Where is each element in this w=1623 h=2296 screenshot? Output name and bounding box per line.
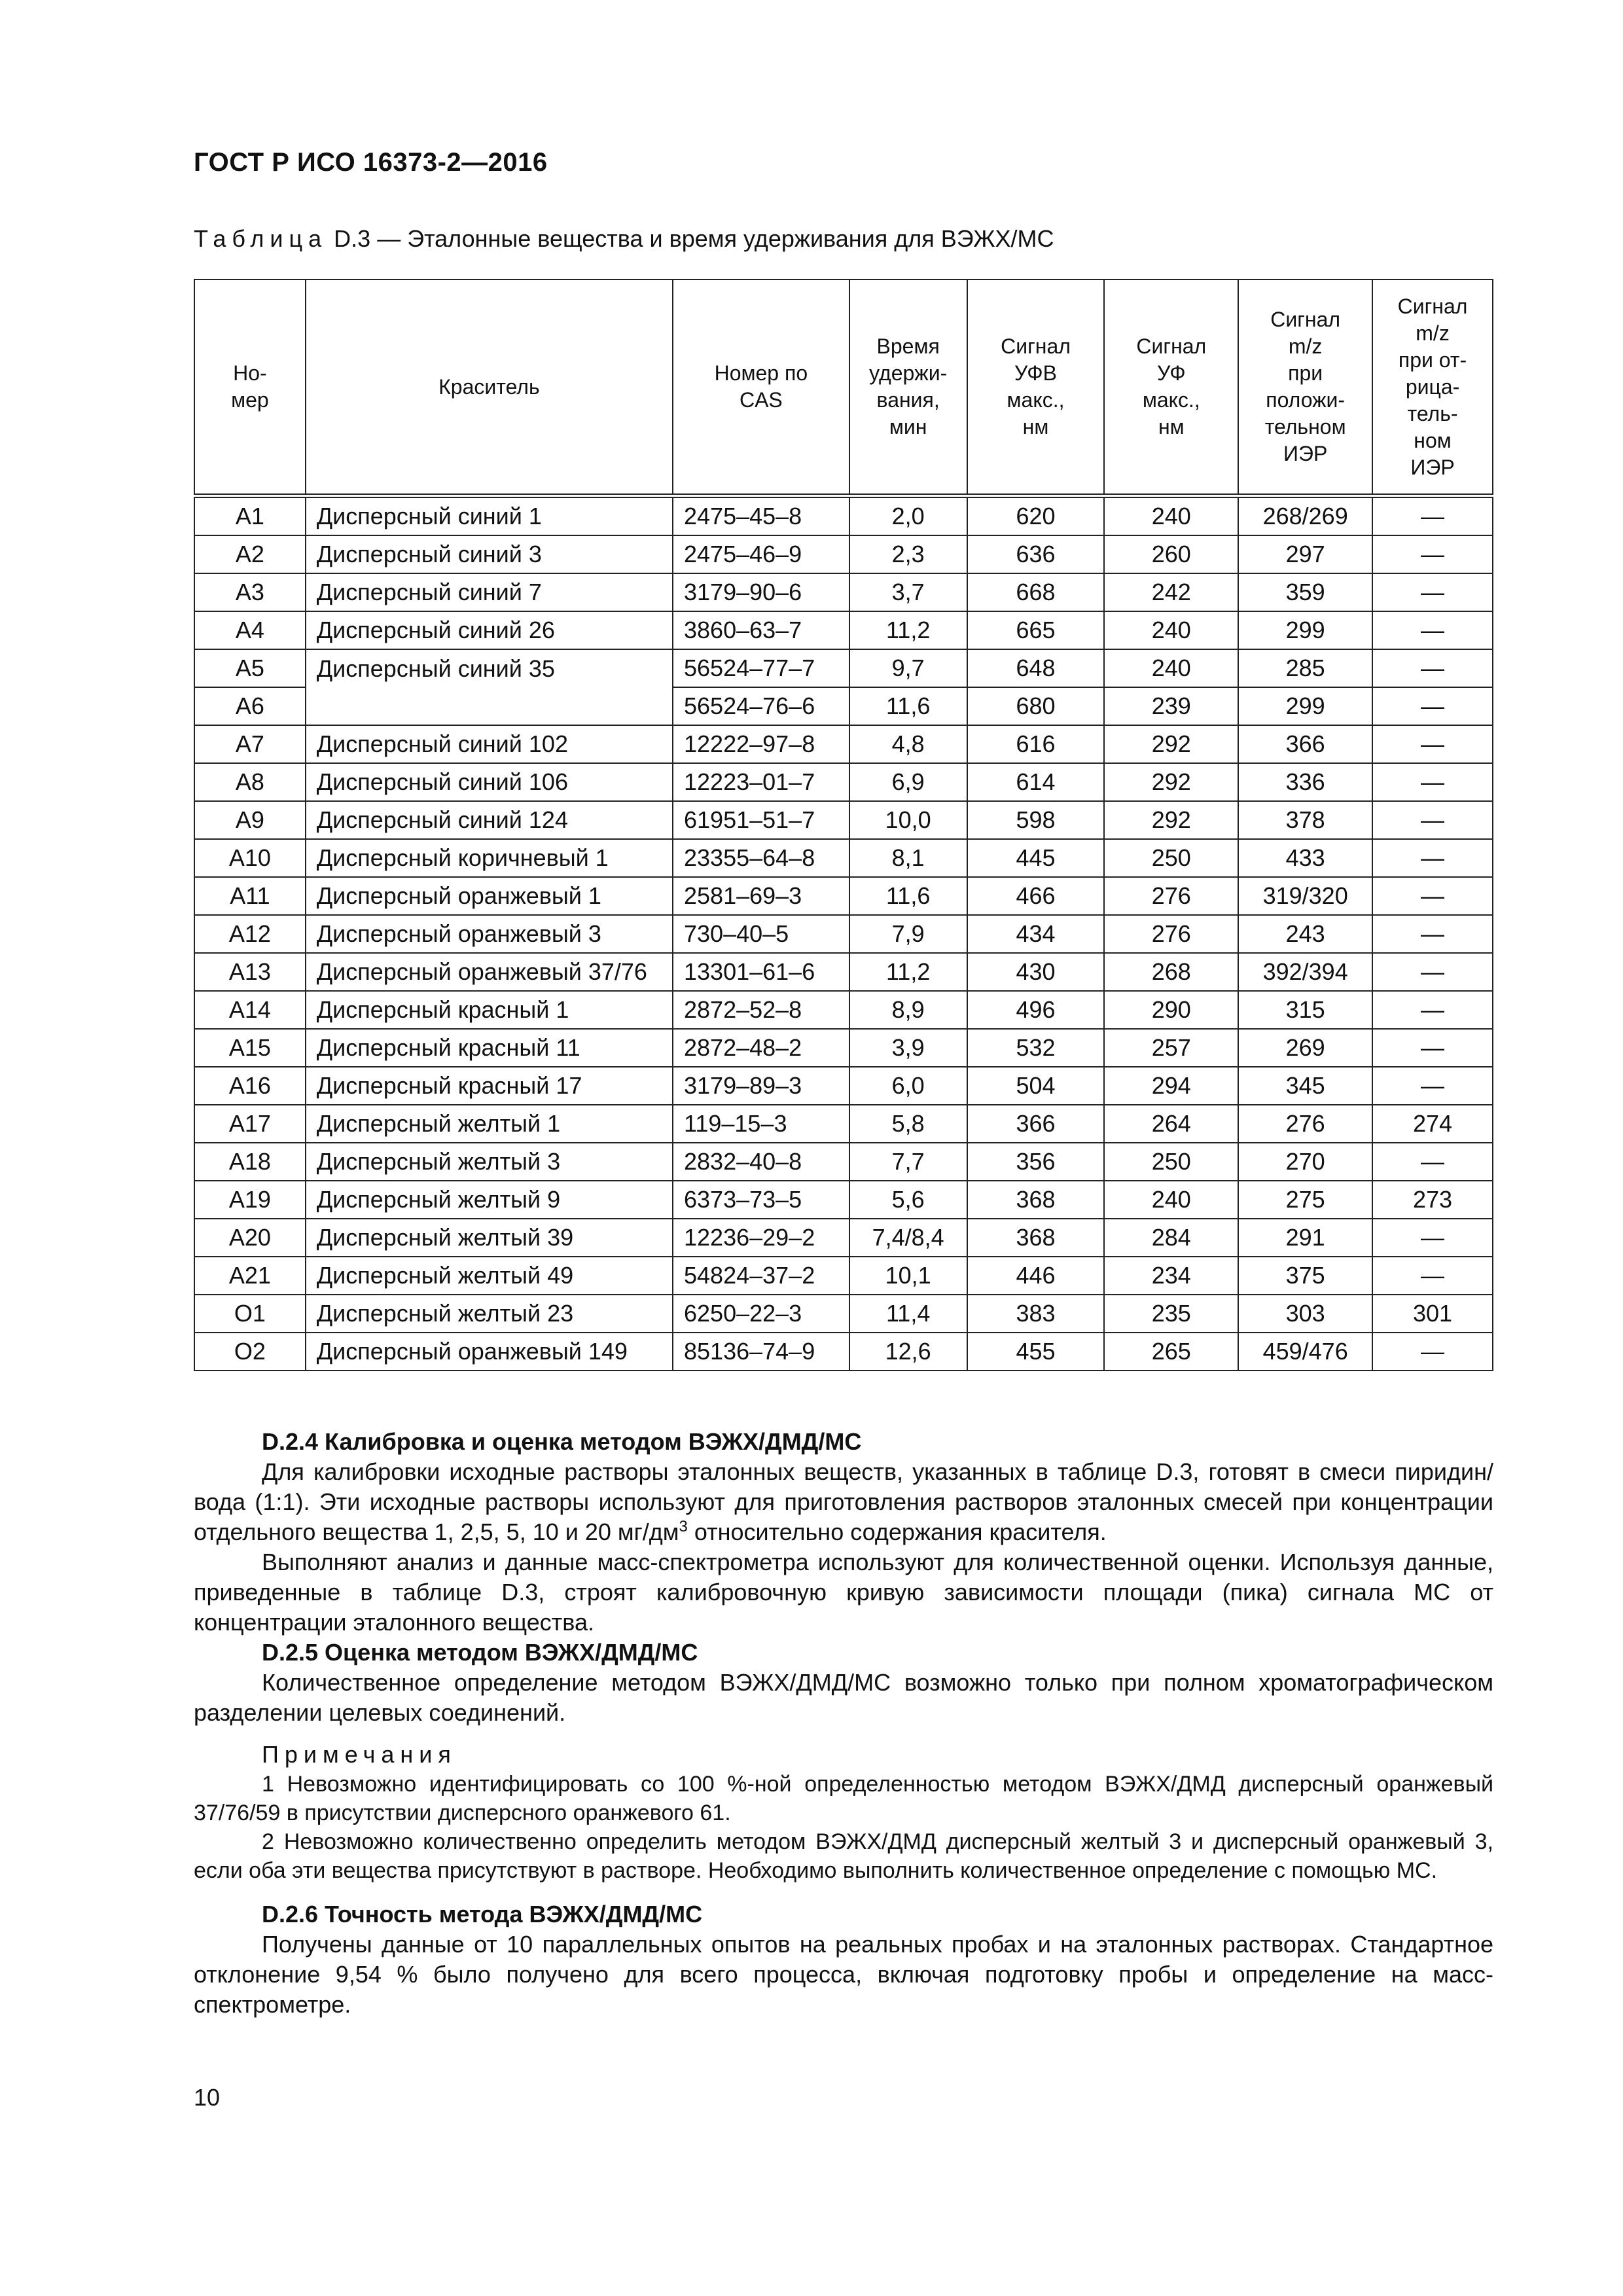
table-cell: Дисперсный оранжевый 3	[306, 915, 673, 953]
table-cell: 8,9	[849, 991, 967, 1029]
table-cell: 299	[1238, 611, 1372, 649]
table-row	[194, 535, 1493, 573]
table-row	[194, 725, 1493, 763]
section-heading-d26: D.2.6 Точность метода ВЭЖХ/ДМД/МС	[262, 1901, 703, 1928]
table-cell: 3,9	[849, 1029, 967, 1067]
table-cell: 274	[1372, 1105, 1493, 1143]
table-cell: —	[1372, 991, 1493, 1029]
table-cell: 434	[967, 915, 1105, 953]
table-caption-text: D.3 — Эталонные вещества и время удерживания для ВЭЖХ/МС	[334, 225, 1054, 252]
table-cell: 11,2	[849, 611, 967, 649]
table-cell: Дисперсный синий 1	[306, 496, 673, 536]
table-cell: —	[1372, 801, 1493, 839]
table-cell: 2872–52–8	[673, 991, 849, 1029]
table-cell: 532	[967, 1029, 1105, 1067]
table-cell: A11	[194, 877, 306, 915]
table-cell: 303	[1238, 1295, 1372, 1333]
column-header: Сигнал УФ макс., нм	[1104, 279, 1238, 496]
table-cell: 9,7	[849, 649, 967, 687]
table-cell: 11,6	[849, 877, 967, 915]
table-cell: 12222–97–8	[673, 725, 849, 763]
paragraph-calibration	[194, 1457, 1493, 1547]
table-cell: 301	[1372, 1295, 1493, 1333]
table-cell: —	[1372, 1029, 1493, 1067]
table-row	[194, 1067, 1493, 1105]
table-cell: 2832–40–8	[673, 1143, 849, 1181]
table-row	[194, 763, 1493, 801]
table-cell: 2475–45–8	[673, 496, 849, 536]
table-cell: A16	[194, 1067, 306, 1105]
table-cell: —	[1372, 1067, 1493, 1105]
table-cell: 284	[1104, 1219, 1238, 1257]
table-cell: 4,8	[849, 725, 967, 763]
table-cell: 3860–63–7	[673, 611, 849, 649]
table-cell: 356	[967, 1143, 1105, 1181]
table-cell: 291	[1238, 1219, 1372, 1257]
table-cell: 336	[1238, 763, 1372, 801]
table-cell: Дисперсный синий 124	[306, 801, 673, 839]
table-cell: Дисперсный коричневый 1	[306, 839, 673, 877]
table-cell: 6250–22–3	[673, 1295, 849, 1333]
table-cell: A5	[194, 649, 306, 687]
table-cell: 85136–74–9	[673, 1333, 849, 1371]
page-number: 10	[194, 2084, 221, 2111]
table-cell: 250	[1104, 1143, 1238, 1181]
paragraph-precision: Получены данные от 10 параллельных опытов на реальных пробах и на эталонных растворах. Стандартное отклонение 9,54 % было получено для всего процесса, включая подготовку пробы и определение на масс-спектрометре.	[194, 1931, 1493, 2018]
column-header: Номер по CAS	[673, 279, 849, 496]
table-cell: 276	[1104, 915, 1238, 953]
table-cell: 315	[1238, 991, 1372, 1029]
table-cell: Дисперсный синий 26	[306, 611, 673, 649]
column-header: Сигнал m/z при положи- тельном ИЭР	[1238, 279, 1372, 496]
table-cell: 242	[1104, 573, 1238, 611]
table-cell: 5,8	[849, 1105, 967, 1143]
table-cell: 119–15–3	[673, 1105, 849, 1143]
table-cell: —	[1372, 1143, 1493, 1181]
table-cell: 668	[967, 573, 1105, 611]
table-cell: 10,0	[849, 801, 967, 839]
table-cell: A18	[194, 1143, 306, 1181]
table-cell: 8,1	[849, 839, 967, 877]
table-row	[194, 611, 1493, 649]
table-cell: 56524–77–7	[673, 649, 849, 687]
table-row	[194, 991, 1493, 1029]
table-cell: 10,1	[849, 1257, 967, 1295]
table-cell: 276	[1104, 877, 1238, 915]
table-cell: A20	[194, 1219, 306, 1257]
table-row	[194, 649, 1493, 687]
table-cell: —	[1372, 839, 1493, 877]
table-cell: 368	[967, 1219, 1105, 1257]
table-cell: 2,0	[849, 496, 967, 536]
table-cell: 5,6	[849, 1181, 967, 1219]
table-cell: 7,4/8,4	[849, 1219, 967, 1257]
table-cell: 265	[1104, 1333, 1238, 1371]
table-cell: 294	[1104, 1067, 1238, 1105]
table-cell: —	[1372, 877, 1493, 915]
table-row	[194, 1105, 1493, 1143]
table-cell: Дисперсный желтый 23	[306, 1295, 673, 1333]
table-cell: 7,9	[849, 915, 967, 953]
calibration-text-end: относительно содержания красителя.	[687, 1518, 1107, 1545]
table-cell: A2	[194, 535, 306, 573]
table-cell: 12,6	[849, 1333, 967, 1371]
table-row	[194, 1257, 1493, 1295]
table-cell: 459/476	[1238, 1333, 1372, 1371]
table-cell: 368	[967, 1181, 1105, 1219]
table-cell: Дисперсный желтый 9	[306, 1181, 673, 1219]
column-header: Время удержи- вания, мин	[849, 279, 967, 496]
table-cell: 504	[967, 1067, 1105, 1105]
table-cell: A3	[194, 573, 306, 611]
table-cell: 366	[1238, 725, 1372, 763]
table-cell: 290	[1104, 991, 1238, 1029]
table-cell: 616	[967, 725, 1105, 763]
table-cell: 297	[1238, 535, 1372, 573]
table-cell: Дисперсный оранжевый 37/76	[306, 953, 673, 991]
table-body	[194, 496, 1493, 1371]
table-row	[194, 573, 1493, 611]
table-cell: 2872–48–2	[673, 1029, 849, 1067]
table-row	[194, 1295, 1493, 1333]
table-cell: 270	[1238, 1143, 1372, 1181]
table-cell: Дисперсный желтый 3	[306, 1143, 673, 1181]
table-cell: 455	[967, 1333, 1105, 1371]
table-cell: 648	[967, 649, 1105, 687]
table-cell: 6,9	[849, 763, 967, 801]
table-cell: 2,3	[849, 535, 967, 573]
table-cell: 430	[967, 953, 1105, 991]
section-heading-d24: D.2.4 Калибровка и оценка методом ВЭЖХ/ДМД/МС	[262, 1428, 862, 1455]
table-row	[194, 915, 1493, 953]
table-row	[194, 1029, 1493, 1067]
table-cell: 276	[1238, 1105, 1372, 1143]
table-cell: A21	[194, 1257, 306, 1295]
table-cell: 445	[967, 839, 1105, 877]
table-cell: 264	[1104, 1105, 1238, 1143]
table-cell: 275	[1238, 1181, 1372, 1219]
table-cell: 11,2	[849, 953, 967, 991]
table-cell: Дисперсный желтый 39	[306, 1219, 673, 1257]
note-1: 1 Невозможно идентифицировать со 100 %-ной определенностью методом ВЭЖХ/ДМД дисперсный оранжевый 37/76/59 в присутствии дисперсного оранжевого 61.	[194, 1772, 1493, 1825]
table-cell: 6,0	[849, 1067, 967, 1105]
table-cell: 11,6	[849, 687, 967, 725]
table-row	[194, 1333, 1493, 1371]
table-cell: 636	[967, 535, 1105, 573]
table-cell: A10	[194, 839, 306, 877]
table-cell: —	[1372, 763, 1493, 801]
table-cell: —	[1372, 915, 1493, 953]
table-cell: Дисперсный синий 102	[306, 725, 673, 763]
table-cell: A13	[194, 953, 306, 991]
table-cell: 614	[967, 763, 1105, 801]
table-cell: Дисперсный желтый 1	[306, 1105, 673, 1143]
table-cell: A14	[194, 991, 306, 1029]
paragraph-analysis: Выполняют анализ и данные масс-спектрометра используют для количественной оценки. Используя данные, приведенные в таблице D.3, строят калибровочную кривую зависимости площади (пика) сигнала МС от концентрации эталонного вещества.	[194, 1549, 1493, 1636]
table-cell: 240	[1104, 611, 1238, 649]
table-cell: 285	[1238, 649, 1372, 687]
table-cell: —	[1372, 1333, 1493, 1371]
table-cell: 61951–51–7	[673, 801, 849, 839]
table-cell: 234	[1104, 1257, 1238, 1295]
table-cell: 11,4	[849, 1295, 967, 1333]
table-row	[194, 839, 1493, 877]
table-cell: —	[1372, 687, 1493, 725]
table-cell: 378	[1238, 801, 1372, 839]
reference-substances-table	[194, 279, 1493, 1371]
paragraph-quantification: Количественное определение методом ВЭЖХ/ДМД/МС возможно только при полном хроматографическом разделении целевых соединений.	[194, 1669, 1493, 1726]
table-cell: A15	[194, 1029, 306, 1067]
table-cell: O1	[194, 1295, 306, 1333]
table-cell: Дисперсный синий 7	[306, 573, 673, 611]
table-cell: 268/269	[1238, 496, 1372, 536]
table-cell: 3179–90–6	[673, 573, 849, 611]
table-caption-label: Таблица	[194, 225, 328, 252]
column-header: Но- мер	[194, 279, 306, 496]
table-cell: 268	[1104, 953, 1238, 991]
calibration-text: Для калибровки исходные растворы эталонных веществ, указанных в таблице D.3, готовят в смеси пиридин/вода (1:1). Эти исходные растворы используют для приготовления растворов эталонных смесей при концентрации отдельного вещества 1, 2,5, 5, 10 и 20 мг/дм	[194, 1458, 1493, 1545]
table-cell: A12	[194, 915, 306, 953]
table-cell: 598	[967, 801, 1105, 839]
column-header: Сигнал m/z при от- рица- тель- ном ИЭР	[1372, 279, 1493, 496]
table-cell: 56524–76–6	[673, 687, 849, 725]
table-cell: 240	[1104, 1181, 1238, 1219]
table-cell: 2475–46–9	[673, 535, 849, 573]
note-2: 2 Невозможно количественно определить методом ВЭЖХ/ДМД дисперсный желтый 3 и дисперсный оранжевый 3, если оба эти вещества присутствуют в растворе. Необходимо выполнить количественное определение с помощью МС.	[194, 1829, 1493, 1883]
table-cell: 7,7	[849, 1143, 967, 1181]
table-cell: 680	[967, 687, 1105, 725]
table-cell: —	[1372, 535, 1493, 573]
table-cell: 383	[967, 1295, 1105, 1333]
column-header: Сигнал УФВ макс., нм	[967, 279, 1105, 496]
table-cell: Дисперсный синий 106	[306, 763, 673, 801]
table-header-row	[194, 279, 1493, 496]
table-cell: A19	[194, 1181, 306, 1219]
table-cell: 665	[967, 611, 1105, 649]
table-cell: 392/394	[1238, 953, 1372, 991]
table-cell: Дисперсный синий 3	[306, 535, 673, 573]
table-cell: 299	[1238, 687, 1372, 725]
table-cell: —	[1372, 1257, 1493, 1295]
table-cell: 730–40–5	[673, 915, 849, 953]
table-cell: 446	[967, 1257, 1105, 1295]
table-cell: 319/320	[1238, 877, 1372, 915]
table-cell: 235	[1104, 1295, 1238, 1333]
table-row	[194, 877, 1493, 915]
section-d24	[194, 1427, 1493, 2020]
table-cell: 250	[1104, 839, 1238, 877]
table-cell: A1	[194, 496, 306, 536]
table-cell: 3,7	[849, 573, 967, 611]
table-cell: —	[1372, 725, 1493, 763]
table-cell: Дисперсный синий 35	[306, 649, 673, 725]
table-cell: 257	[1104, 1029, 1238, 1067]
table-cell: —	[1372, 573, 1493, 611]
document-header: ГОСТ Р ИСО 16373-2—2016	[194, 148, 548, 177]
table-cell: 243	[1238, 915, 1372, 953]
column-header: Краситель	[306, 279, 673, 496]
table-cell: 496	[967, 991, 1105, 1029]
table-caption	[194, 225, 1054, 253]
table-cell: 375	[1238, 1257, 1372, 1295]
table-row	[194, 1181, 1493, 1219]
table-cell: Дисперсный красный 11	[306, 1029, 673, 1067]
table-cell: A17	[194, 1105, 306, 1143]
table-cell: 240	[1104, 496, 1238, 536]
table-cell: 12223–01–7	[673, 763, 849, 801]
table-cell: 359	[1238, 573, 1372, 611]
table-cell: 466	[967, 877, 1105, 915]
table-cell: A8	[194, 763, 306, 801]
table-cell: O2	[194, 1333, 306, 1371]
table-cell: 240	[1104, 649, 1238, 687]
table-cell: 3179–89–3	[673, 1067, 849, 1105]
table-cell: —	[1372, 649, 1493, 687]
table-cell: Дисперсный оранжевый 149	[306, 1333, 673, 1371]
notes-heading: Примечания	[262, 1741, 457, 1768]
table-cell: —	[1372, 1219, 1493, 1257]
table-cell: 345	[1238, 1067, 1372, 1105]
table-row	[194, 496, 1493, 536]
table-cell: —	[1372, 611, 1493, 649]
table-cell: 366	[967, 1105, 1105, 1143]
table-cell: 12236–29–2	[673, 1219, 849, 1257]
table-cell: A9	[194, 801, 306, 839]
superscript-3: 3	[679, 1518, 688, 1535]
table-cell: 239	[1104, 687, 1238, 725]
table-cell: A6	[194, 687, 306, 725]
table-row	[194, 801, 1493, 839]
table-cell: Дисперсный желтый 49	[306, 1257, 673, 1295]
table-row	[194, 1219, 1493, 1257]
table-cell: 292	[1104, 763, 1238, 801]
table-cell: —	[1372, 496, 1493, 536]
table-cell: A4	[194, 611, 306, 649]
table-cell: 269	[1238, 1029, 1372, 1067]
section-heading-d25: D.2.5 Оценка методом ВЭЖХ/ДМД/МС	[262, 1639, 698, 1666]
table-cell: 273	[1372, 1181, 1493, 1219]
table-row	[194, 953, 1493, 991]
table-cell: 54824–37–2	[673, 1257, 849, 1295]
table-cell: —	[1372, 953, 1493, 991]
table-cell: A7	[194, 725, 306, 763]
table-cell: 433	[1238, 839, 1372, 877]
table-cell: 260	[1104, 535, 1238, 573]
table-cell: 6373–73–5	[673, 1181, 849, 1219]
table-cell: 292	[1104, 801, 1238, 839]
table-cell: Дисперсный красный 17	[306, 1067, 673, 1105]
table-cell: 620	[967, 496, 1105, 536]
table-cell: 292	[1104, 725, 1238, 763]
table-cell: Дисперсный красный 1	[306, 991, 673, 1029]
table-cell: Дисперсный оранжевый 1	[306, 877, 673, 915]
table-row	[194, 1143, 1493, 1181]
table-cell: 13301–61–6	[673, 953, 849, 991]
table-cell: 2581–69–3	[673, 877, 849, 915]
table-cell: 23355–64–8	[673, 839, 849, 877]
